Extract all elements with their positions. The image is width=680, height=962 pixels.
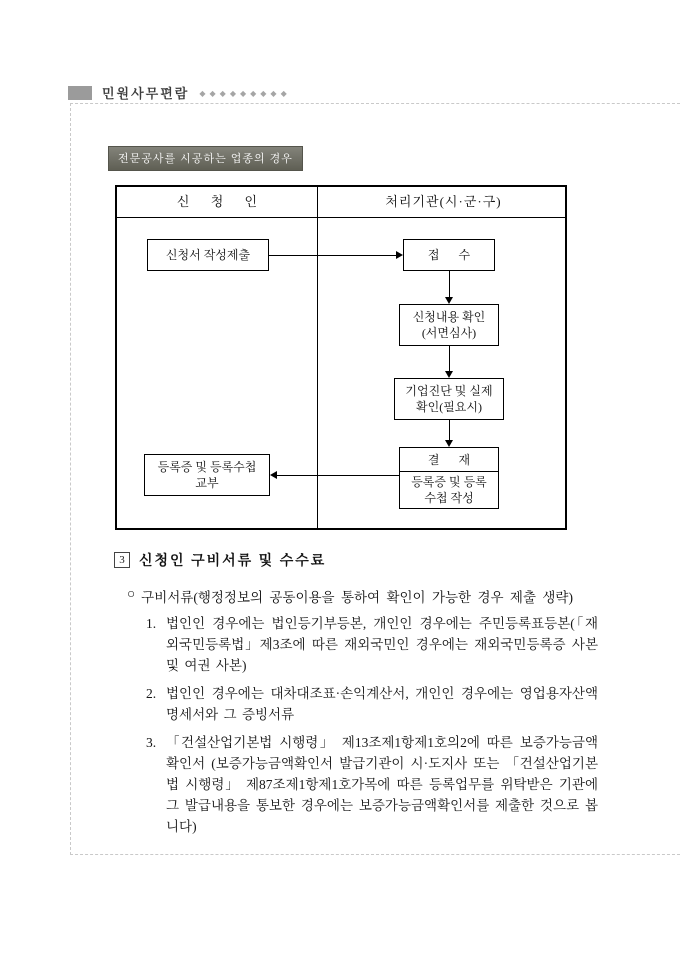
node-review <box>399 304 499 346</box>
node-submit-label: 신청서 작성제출 <box>165 247 251 262</box>
list-item <box>146 683 598 725</box>
docs-bullet: ○ <box>127 586 136 601</box>
node-approval-label: 결 재 <box>400 448 498 472</box>
header-block-icon <box>68 86 92 100</box>
node-diagnosis-line1: 기업진단 및 실제 <box>405 383 493 398</box>
arrow-diagnosis-to-approval-line <box>449 420 450 440</box>
arrow-review-to-diagnosis-line <box>449 346 450 371</box>
node-submit-application <box>147 239 269 271</box>
arrow-diagnosis-to-approval-head <box>445 440 453 447</box>
node-issue-line1: 등록증 및 등록수첩 <box>157 459 257 474</box>
node-issue-line2: 교부 <box>195 476 219 490</box>
docs-heading-text: 구비서류(행정정보의 공동이용을 통하여 확인이 가능한 경우 제출 생략) <box>141 590 573 605</box>
node-approval <box>399 447 499 509</box>
section-label: 전문공사를 시공하는 업종의 경우 <box>108 146 303 171</box>
arrow-approval-to-issue-head <box>270 471 277 479</box>
arrow-receipt-to-review-head <box>445 297 453 304</box>
arrow-review-to-diagnosis-head <box>445 371 453 378</box>
flowchart-header-agency: 처리기관(시·군·구) <box>385 194 502 209</box>
list-item <box>146 613 598 676</box>
item-number: 2. <box>146 686 157 701</box>
diamond-bullets-icon: ◆◆◆◆◆◆◆◆◆ <box>199 89 291 98</box>
arrow-submit-to-receipt-head <box>396 251 403 259</box>
node-create-line2: 수첩 작성 <box>424 491 474 505</box>
arrow-submit-to-receipt-line <box>269 255 396 256</box>
node-diagnosis <box>394 378 504 420</box>
item-text: 「건설산업기본법 시행령」 제13조제1항제1호의2에 따른 보증가능금액확인서 (보증가능금액확인서 발급기관이 시·도지사 또는 「건설산업기본법 시행령」 제87조제1항제1호가목에 따른 등록업무를 위탁받은 기관에 그 발급내용을 통보한 경우에는 보증가능금액확인서를 제출한 것으로 봅니다) <box>166 735 598 834</box>
flowchart-header-applicant: 신 청 인 <box>176 194 267 209</box>
arrow-receipt-to-review-line <box>449 271 450 297</box>
node-issue-certificate <box>144 454 270 496</box>
item-text: 법인인 경우에는 대차대조표·손익계산서, 개인인 경우에는 영업용자산액 명세서와 그 증빙서류 <box>166 686 598 722</box>
section-number-box: 3 <box>114 552 130 568</box>
item-text: 법인인 경우에는 법인등기부등본, 개인인 경우에는 주민등록표등본(「재외국민등록법」제3조에 따른 재외국민인 경우에는 재외국민등록증 사본 및 여권 사본) <box>166 616 598 673</box>
node-receipt-label: 접 수 <box>427 247 479 262</box>
page-title: 민원사무편람 <box>102 86 190 101</box>
node-receipt <box>403 239 495 271</box>
item-number: 3. <box>146 735 157 750</box>
node-create-line1: 등록증 및 등록 <box>411 474 487 489</box>
docs-heading-row <box>127 586 573 606</box>
node-diagnosis-line2: 확인(필요시) <box>416 400 482 414</box>
section-heading <box>114 550 326 570</box>
node-review-line2: (서면심사) <box>421 326 477 340</box>
node-create-registration <box>400 472 498 508</box>
flowchart <box>115 185 567 530</box>
document-items <box>146 613 598 844</box>
arrow-approval-to-issue-line <box>277 475 399 476</box>
flowchart-column-divider <box>317 187 318 528</box>
node-review-line1: 신청내용 확인 <box>412 309 486 324</box>
page-header <box>68 83 291 102</box>
flowchart-header-divider <box>117 217 565 218</box>
section-title: 신청인 구비서류 및 수수료 <box>139 554 327 569</box>
list-item <box>146 732 598 837</box>
item-number: 1. <box>146 616 157 631</box>
